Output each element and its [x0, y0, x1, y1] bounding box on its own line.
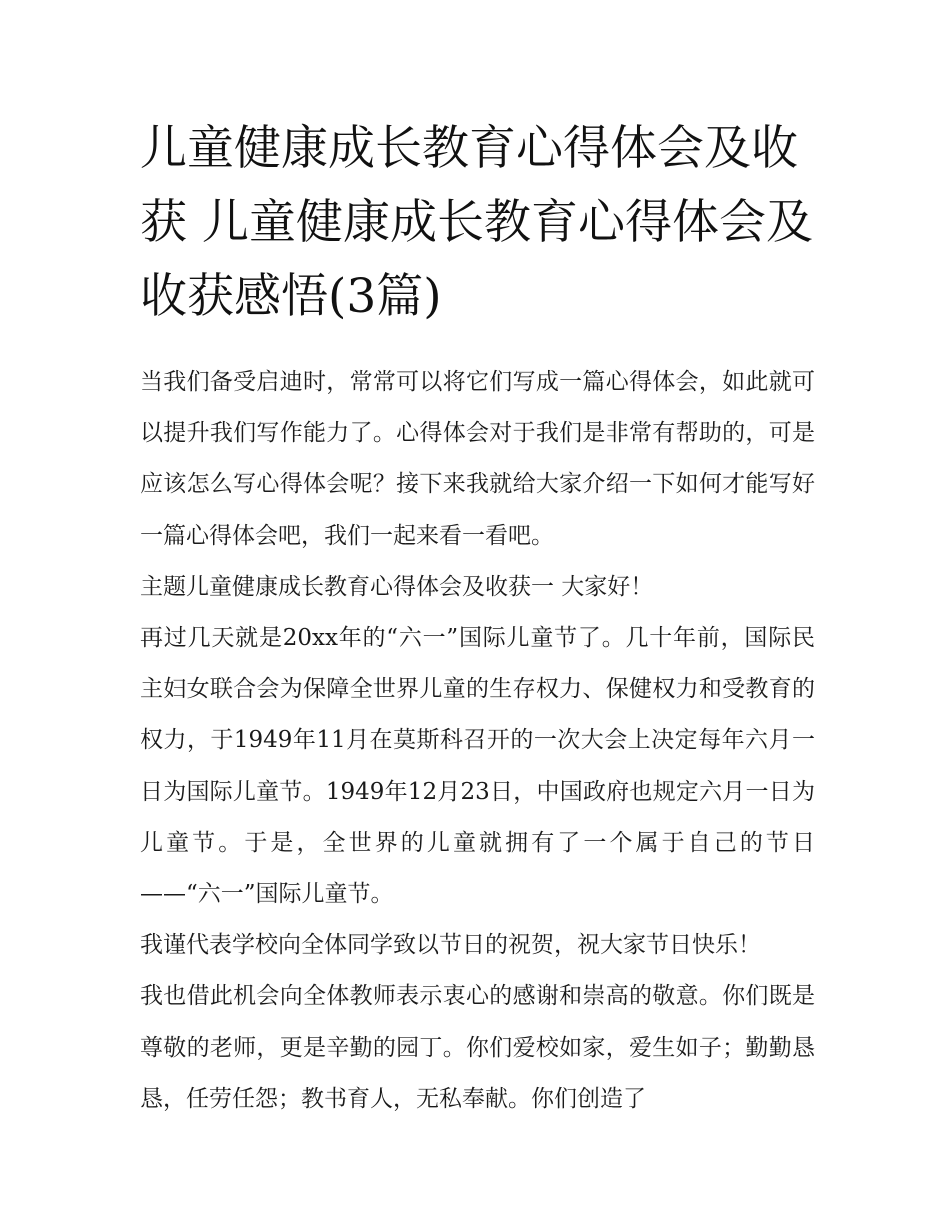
document-title: 儿童健康成长教育心得体会及收获 儿童健康成长教育心得体会及收获感悟(3篇)	[140, 121, 813, 324]
paragraph-childrens-day: 再过几天就是20xx年的“六一”国际儿童节了。几十年前，国际民主妇女联合会为保障全世界儿童的生存权力、保健权力和受教育的权力，于1949年11月在莫斯科召开的一次大会上决定每年六月一日为国际儿童节。1949年12月23日，中国政府也规定六月一日为儿童节。于是，全世界的儿童就拥有了一个属于自己的节日——“六一”国际儿童节。	[140, 625, 815, 908]
paragraph-teachers: 我也借此机会向全体教师表示衷心的感谢和崇高的敬意。你们既是尊敬的老师，更是辛勤的园丁。你们爱校如家，爱生如子；勤勤恳恳，任劳任怨；教书育人，无私奉献。你们创造了	[140, 983, 815, 1112]
paragraph-topic: 主题儿童健康成长教育心得体会及收获一 大家好！	[140, 573, 654, 600]
paragraph-intro: 当我们备受启迪时，常常可以将它们写成一篇心得体会，如此就可以提升我们写作能力了。心得体会对于我们是非常有帮助的，可是应该怎么写心得体会呢？接下来我就给大家介绍一下如何才能写好一篇心得体会吧，我们一起来看一看吧。	[140, 369, 815, 549]
paragraph-greeting: 我谨代表学校向全体同学致以节日的祝贺，祝大家节日快乐！	[140, 932, 761, 959]
document-body	[140, 357, 815, 1125]
